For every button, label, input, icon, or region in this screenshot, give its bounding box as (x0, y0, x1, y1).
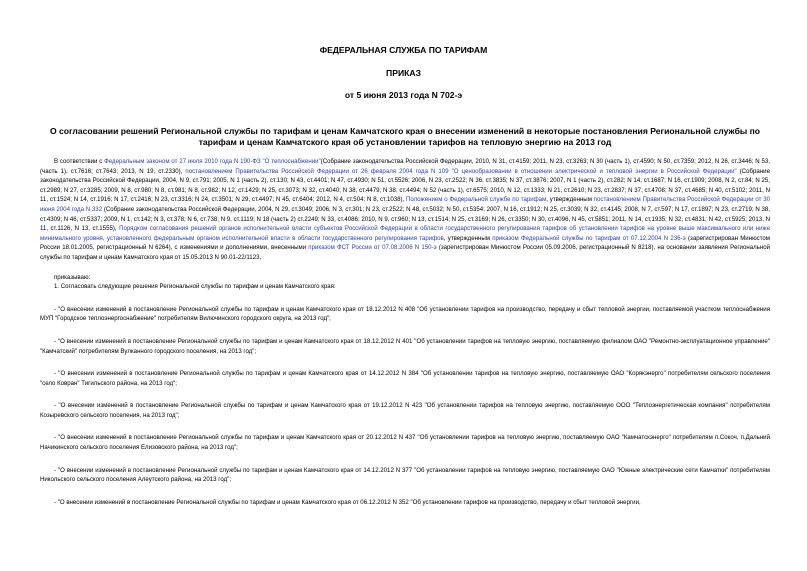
decision-item: - "О внесении изменений в постановление Региональной службы по тарифам и ценам Камчатского края от 20.12.2012 N 437 "Об установлении тарифов на тепловую энергию, поставляемую ОАО "Камчатскэнерго" потребителям п.Сокоч, п.Дальний Начикинского сельского поселения Елизовского района, на 2013 год"; (40, 434, 770, 452)
document-type: ПРИКАЗ (386, 68, 421, 78)
decision-item: - "О внесении изменений в постановление Региональной службы по тарифам и ценам Камчатского края от 18.12.2012 N 401 "Об установлении тарифов на тепловую энергию, поставляемую филиалом ОАО "Ремонтно-эксплуатационное управление" "Камчатский" потребителям Вулканного городского поселения, на 2013 год"; (40, 337, 770, 355)
link-fst-order-150e[interactable]: приказом ФСТ России от 07.08.2006 N 150-э (308, 244, 437, 252)
preamble-text: (зарегистрирован Минюстом России 05.09.2006, регистрационный N 8218), на основании заявления Региональной службы по тарифам и ценам Камчатского края от 15.05.2013 N 90.01-22/1123, (40, 244, 770, 261)
preamble-text: (Собрание законодательства Российской Федерации, 2004, N 9, ст.791; 2005, N 1 (часть 2), ст.130; N 43, ст.4401; N 47, ст.4930; N 51, ст.5526; 2006, N 23, ст.2522; N 36, ст.3835; N 37, ст.3876; 2007, N 1 (часть 2), ст.282; N 14, ст.1687; N 16, ст.1909; 2008, N 2, ст.84; N 25, ст.2989; N 27, ст.3285; 2009, N 8, ст.980; N 8, ст.981; N 8, ст.982; N 12, ст.1429; N 25, ст.3073; N 32, ст.4040; N 38, ст.4479; N 38, ст.4494; N 52 (часть 1), ст.6575; 2010, N 12, ст.1333; N 21, ст.2610; N 23, ст.2837; N 37, ст.4708; N 37, ст.4685; N 40, ст.5102; 2011, N 11, ст.1524; N 14, ст.1916; N 17, ст.2416; N 23, ст.3316; N 24, ст.3501; N 29, ст.4497; N 45, ст.6404; 2012, N 4, ст.504; N 8, ст.1038), (40, 167, 770, 204)
order-word: приказываю: (54, 273, 91, 281)
link-government-decree-109[interactable]: постановлением Правительства Российской Федерации от 26 февраля 2004 года N 109 "О ценообразовании в отношении электрической и тепловой энергии в Российской Федерации" (185, 167, 737, 175)
decision-item: - "О внесении изменений в постановление Региональной службы по тарифам и ценам Камчатского края от 19.12.2012 N 423 "Об установлении тарифов на тепловую энергию, поставляемую ООО "Теплоэнергетическая компания" потребителям Козыревского сельского поселения, на 2013 год"; (40, 402, 770, 419)
decision-item: - "О внесении изменений в постановление Региональной службы по тарифам и ценам Камчатского края от 14.12.2012 N 377 "Об установлении тарифов на тепловую энергию, поставляемую ОАО "Южные электрические сети Камчатки" потребителям Никольского сельского поселения Алеутского района, на 2013 год"; (40, 466, 770, 484)
link-fst-regulation[interactable]: Положением о Федеральной службе по тарифам (406, 196, 547, 204)
document-body (40, 157, 770, 507)
preamble-text: (Собрание законодательства Российской Федерации, 2004, N 29, ст.3049; 2006, N 3, ст.301; N 23, ст.2522; N 48, ст.5032; N 50, ст.5354; 2007, N 16, ст.1912; N 25, ст.3039; N 32, ст.4145; 2008, N 7, ст.597; N 17, ст.1897; N 23, ст.2719; N 38, ст.4309; N 46, ст.5337; 2009, N 1, ст.142; N 3, ст.378; N 6, ст.738; N 9, ст.1119; N 18 (часть 2) ст.2249; N 33, ст.4086; 2010, N 9, ст.960; N 13, ст.1514; N 25, ст.3169; N 26, ст.3350; N 30, ст.4096, N 45, ст.5851; 2011, N 14, ст.1935; N 32, ст.4831; N 42, ст.5925; 2013, N 11, ст.1126, N 13, ст.1555), (40, 205, 770, 233)
link-government-decree-332[interactable]: постановлением Правительства Российской Федерации от 30 июня 2004 года N 332 (40, 196, 770, 213)
agency-title: ФЕДЕРАЛЬНАЯ СЛУЖБА ПО ТАРИФАМ (319, 45, 488, 55)
decision-item: - "О внесении изменений в постановление Региональной службы по тарифам и ценам Камчатского края от 14.12.2012 N 384 "Об установлении тарифов на тепловую энергию, поставляемую ОАО "Корякэнерго" потребителям сельского поселения "село Ковран" Тигильского района, на 2013 год"; (40, 370, 770, 387)
document-date-number: от 5 июня 2013 года N 702-э (344, 90, 463, 100)
preamble-text: (зарегистрирован Минюстом России 18.01.2005, регистрационный N 6264), с изменениями и дополнениями, внесенными (40, 234, 770, 252)
order-item-1: 1. Согласовать следующие решения Региональной службы по тарифам и ценам Камчатского края: (54, 283, 336, 291)
document-subject: О согласовании решений Региональной службы по тарифам и ценам Камчатского края о внесении изменений в некоторые постановления Региональной службы по тарифам и ценам Камчатского края об установлении тарифов на тепловую энергию на 2013 год (49, 126, 761, 147)
link-federal-law-190fz[interactable]: Федеральным законом от 27 июля 2010 года N 190-ФЗ "О теплоснабжении" (104, 158, 321, 165)
decision-item: - "О внесении изменений в постановление Региональной службы по тарифам и ценам Камчатского края от 06.12.2012 N 352 "Об установлении тарифов на производство, передачу и сбыт тепловой энергии, (54, 498, 641, 506)
link-approval-procedure[interactable]: Порядком согласования решений органов исполнительной власти субъектов Российской Федерации в области государственного регулирования тарифов об установлении тарифов на уровне выше максимального или ниже минимального уровня, установленного федеральным органом исполнительной власти в области государственного регулирования тарифов (40, 225, 771, 242)
preamble-text: В соответствии с (54, 158, 105, 165)
decision-item: - "О внесении изменений в постановление Региональной службы по тарифам и ценам Камчатского края от 18.12.2012 N 408 "Об установлении тарифов на производство, передачу и сбыт тепловой энергии, поставляемой участком теплоснабжения МУП "Городское теплоэнергоснабжение" потребителям Вилючинского городского округа, на 2013 год"; (40, 305, 770, 323)
preamble-paragraph (40, 157, 770, 263)
link-fst-order-236e[interactable]: приказом Федеральной службы по тарифам от 07.12.2004 N 236-э (492, 234, 686, 242)
preamble-text: , утвержденным (546, 196, 594, 204)
preamble-text: (Собрание законодательства Российской Федерации, 2010, N 31, ст.4159; 2011, N 23, ст.3263; N 30 (часть 1), ст.4590; N 50, ст.7359; 2012, N 26, ст.3446; N 53, (часть 1), ст.7616; ст.7643; 2013, N 19, ст.2330), (40, 158, 770, 175)
preamble-text: , утвержденным (443, 234, 493, 242)
